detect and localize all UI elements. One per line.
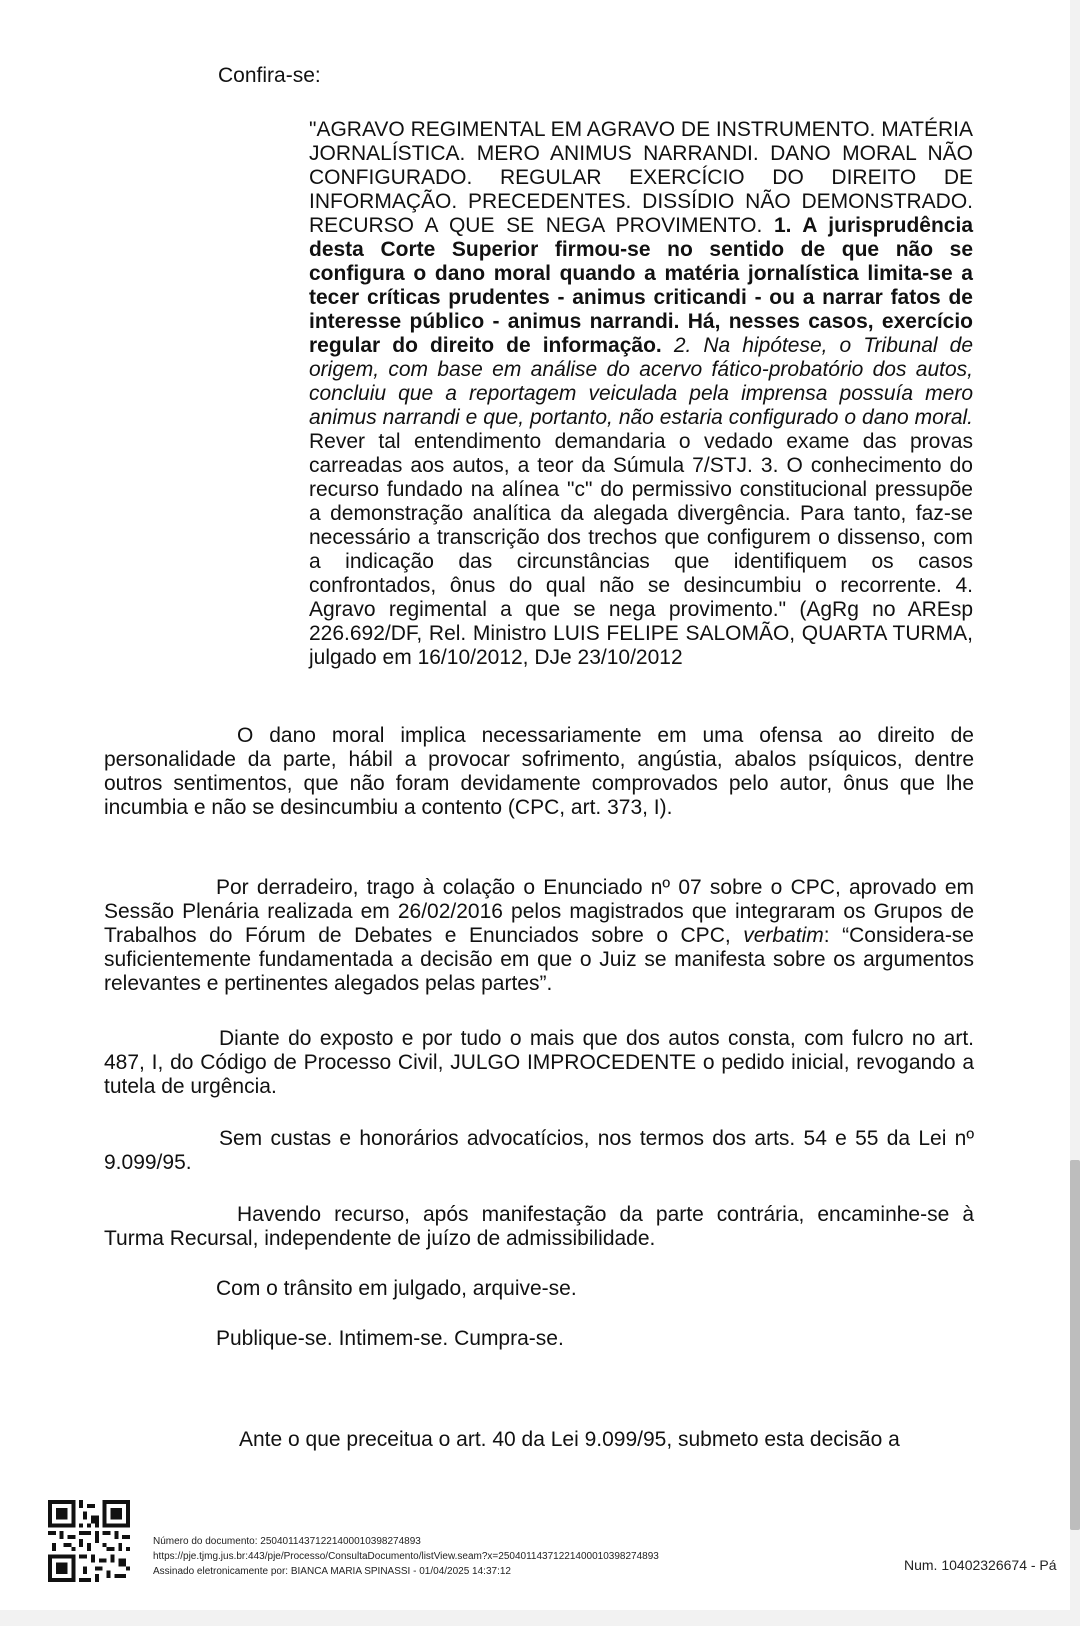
scrollbar-thumb[interactable] [1070,1160,1080,1530]
intro-line: Confira-se: [218,64,321,87]
footer-metadata [153,1534,659,1579]
paragraph-enunciado-text-a: Por derradeiro, trago à colação o Enunciado nº 07 sobre o CPC, aprovado em Sessão Plenária realizada em 26/02/2016 pelos magistrados que integraram os Grupos de Trabalhos do Fórum de Debates e Enunciados sobre o CPC, [104,876,974,947]
paragraph-enunciado-italic: verbatim [743,924,824,947]
paragraph-diante [104,1027,974,1099]
jurisprudence-quote [309,118,973,670]
paragraph-publique: Publique-se. Intimem-se. Cumpra-se. [216,1327,564,1350]
quote-heading: "AGRAVO REGIMENTAL EM AGRAVO DE INSTRUMENTO. MATÉRIA JORNALÍSTICA. MERO ANIMUS NARRANDI. DANO MORAL NÃO CONFIGURADO. REGULAR EXERCÍCIO DO DIREITO DE INFORMAÇÃO. PRECEDENTES. DISSÍDIO NÃO DEMONSTRADO. RECURSO A QUE SE NEGA PROVIMENTO. [309,118,973,237]
footer-document-num: Num. 10402326674 - Pá [904,1557,1057,1573]
quote-rest: Rever tal entendimento demandaria o vedado exame das provas carreadas aos autos, a teor da Súmula 7/STJ. 3. O conhecimento do recurso fundado na alínea "c" do permissivo constitucional pressupõe a demonstração analítica da alegada divergência. Para tanto, faz-se necessário a transcrição dos trechos que configurem o dissenso, com a indicação das circunstâncias que identifiquem os casos confrontados, ônus do qual não se desincumbiu o recorrente. 4. Agravo regimental a que se nega provimento." (AgRg no AREsp 226.692/DF, Rel. Ministro LUIS FELIPE SALOMÃO, QUARTA TURMA, julgado em 16/10/2012, DJe 23/10/2012 [309,430,973,669]
footer-url: https://pje.tjmg.jus.br:443/pje/Processo/ConsultaDocumento/listView.seam?x=25040114371221400010398274893 [153,1551,659,1562]
paragraph-enunciado-text-b: : “Considera-se suficientemente fundamentada a decisão em que o Juiz se manifesta sobre os argumentos relevantes e pertinentes alegados pelas partes”. [104,924,974,995]
paragraph-dano-moral-text: O dano moral implica necessariamente em uma ofensa ao direito de personalidade da parte, hábil a provocar sofrimento, angústia, abalos psíquicos, dentre outros sentimentos, que não foram devidamente comprovados pelo autor, ônus que lhe incumbia e não se desincumbiu a contento (CPC, art. 373, I). [104,724,974,819]
paragraph-ante-text: Ante o que preceitua o art. 40 da Lei 9.099/95, submeto esta decisão a [239,1428,900,1451]
paragraph-dano-moral [104,724,974,820]
document-footer [0,1490,1070,1600]
qr-code-icon [48,1500,130,1582]
paragraph-ante [104,1428,974,1452]
paragraph-diante-text: Diante do exposto e por tudo o mais que dos autos consta, com fulcro no art. 487, I, do Código de Processo Civil, JULGO IMPROCEDENTE o pedido inicial, revogando a tutela de urgência. [104,1027,974,1098]
paragraph-recurso-text: Havendo recurso, após manifestação da parte contrária, encaminhe-se à Turma Recursal, independente de juízo de admissibilidade. [104,1203,974,1250]
quote-bold-passage: 1. A jurisprudência desta Corte Superior firmou-se no sentido de que não se configura o dano moral quando a matéria jornalística limita-se a tecer críticas prudentes - animus criticandi - ou a narrar fatos de interesse público - animus narrandi. Há, nesses casos, exercício regular do direito de informação. [309,214,974,357]
quote-italic-passage: 2. Na hipótese, o Tribunal de origem, com base em análise do acervo fático-probatório dos autos, concluiu que a reportagem veiculada pela imprensa possuía mero animus narrandi e que, portanto, não estaria configurado o dano moral. [309,334,974,429]
scrollbar-track[interactable] [1070,0,1080,1610]
paragraph-enunciado [104,876,974,996]
paragraph-transito: Com o trânsito em julgado, arquive-se. [216,1277,577,1300]
paragraph-recurso [104,1203,974,1251]
footer-doc-number: Número do documento: 25040114371221400010398274893 [153,1536,421,1547]
paragraph-custas-text: Sem custas e honorários advocatícios, nos termos dos arts. 54 e 55 da Lei nº 9.099/95. [104,1127,974,1174]
paragraph-custas [104,1127,974,1175]
footer-signature: Assinado eletronicamente por: BIANCA MARIA SPINASSI - 01/04/2025 14:37:12 [153,1566,511,1577]
